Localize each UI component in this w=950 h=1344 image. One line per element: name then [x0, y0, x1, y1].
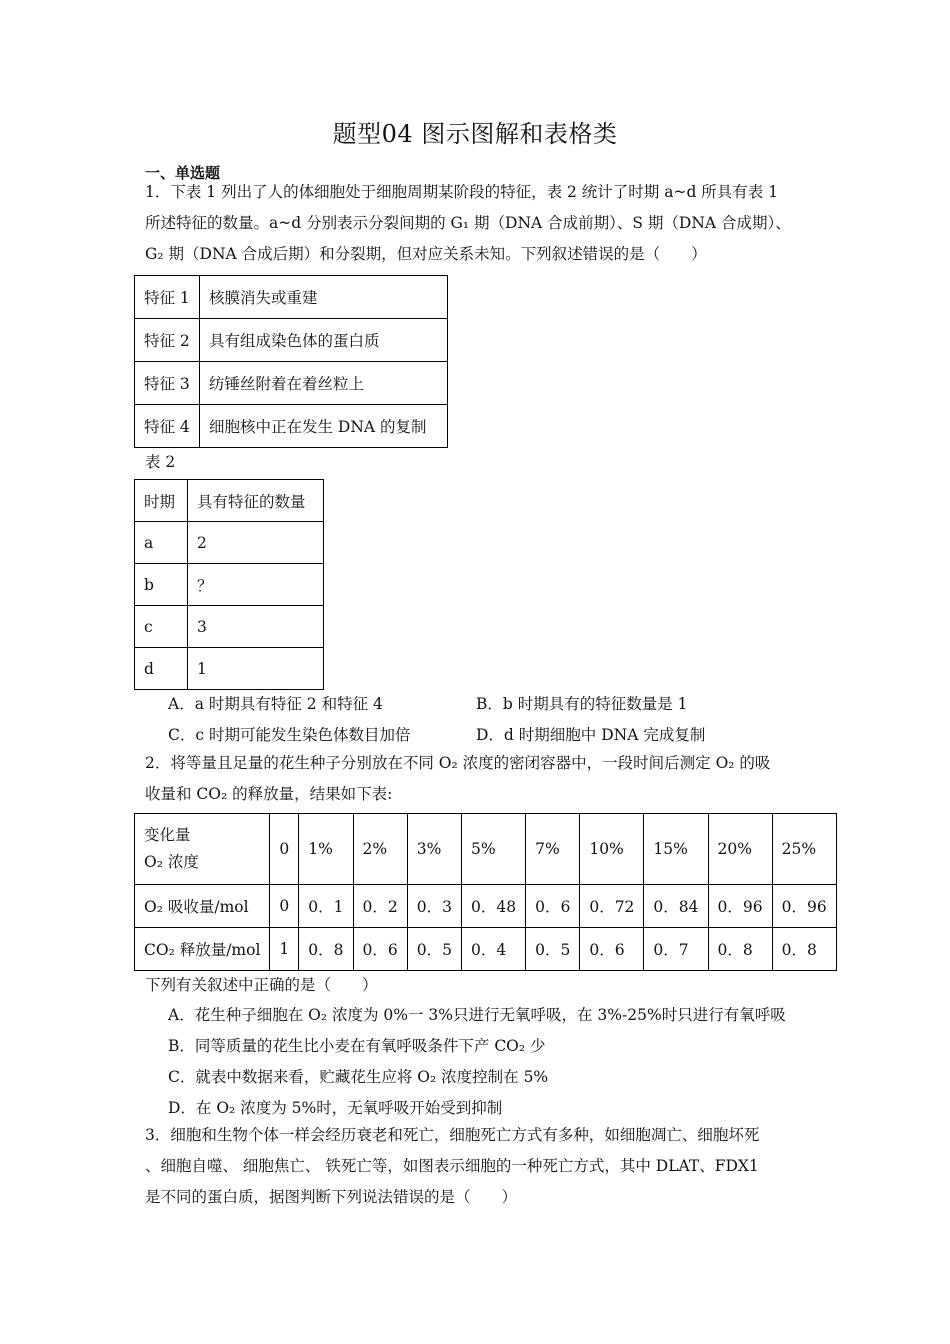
table-1-row: [135, 362, 448, 405]
co2-release-cell: 0．5: [526, 928, 580, 971]
question-2-option-a[interactable]: A．花生种子细胞在 O₂ 浓度为 0%一 3%只进行无氧呼吸，在 3%-25%时只进行有氧呼吸: [168, 1006, 786, 1024]
concentration-cell: 3%: [407, 814, 461, 885]
section-heading: 一、单选题: [145, 164, 221, 182]
co2-release-cell: 0．6: [353, 928, 407, 971]
question-2-option-c[interactable]: C．就表中数据来看，贮藏花生应将 O₂ 浓度控制在 5%: [168, 1068, 549, 1086]
concentration-cell: 0: [270, 814, 299, 885]
table-2-cell: c: [135, 606, 188, 648]
table-1-cell: 特征 3: [135, 362, 200, 405]
table-2-row: [135, 648, 324, 690]
question-2-option-b[interactable]: B．同等质量的花生比小麦在有氧呼吸条件下产 CO₂ 少: [168, 1037, 546, 1055]
co2-release-cell: 0．8: [708, 928, 772, 971]
table-2-row: [135, 522, 324, 564]
table-2-cell: a: [135, 522, 188, 564]
oxygen-uptake-cell: 0．1: [299, 885, 353, 928]
oxygen-uptake-cell: 0: [270, 885, 299, 928]
question-3-line-2: 、细胞自噬、 细胞焦亡、 铁死亡等，如图表示细胞的一种死亡方式，其中 DLAT、FDX1: [145, 1157, 759, 1175]
oxygen-uptake-cell: 0．96: [708, 885, 772, 928]
table-1-cell: 特征 1: [135, 276, 200, 319]
question-1-line-2: 所述特征的数量。a~d 分别表示分裂间期的 G₁ 期（DNA 合成前期）、S 期（DNA 合成期）、: [145, 214, 791, 232]
oxygen-uptake-cell: 0．84: [644, 885, 708, 928]
page-title: 题型04 图示图解和表格类: [332, 120, 618, 148]
table-2: [134, 479, 324, 690]
co2-release-label: CO₂ 释放量/mol: [135, 928, 270, 971]
oxygen-table: [134, 813, 837, 971]
table-1: [134, 275, 448, 448]
table-1-cell: 特征 2: [135, 319, 200, 362]
table-2-cell: 具有特征的数量: [188, 480, 324, 522]
question-1-line-3: G₂ 期（DNA 合成后期）和分裂期，但对应关系未知。下列叙述错误的是（ ）: [145, 245, 707, 263]
concentration-cell: 5%: [462, 814, 526, 885]
concentration-cell: 20%: [708, 814, 772, 885]
concentration-cell: 7%: [526, 814, 580, 885]
concentration-cell: 10%: [580, 814, 644, 885]
question-2-option-d[interactable]: D．在 O₂ 浓度为 5%时，无氧呼吸开始受到抑制: [168, 1099, 503, 1117]
oxygen-uptake-cell: 0．2: [353, 885, 407, 928]
table-2-cell: 3: [188, 606, 324, 648]
concentration-cell: 2%: [353, 814, 407, 885]
question-1-option-c[interactable]: C．c 时期可能发生染色体数目加倍: [168, 726, 411, 744]
oxygen-uptake-cell: 0．6: [526, 885, 580, 928]
table-2-cell: 时期: [135, 480, 188, 522]
co2-release-cell: 0．7: [644, 928, 708, 971]
co2-release-row: [135, 928, 837, 971]
table-2-label: 表 2: [145, 453, 176, 471]
concentration-cell: 25%: [772, 814, 836, 885]
table-2-cell: ？: [188, 564, 324, 606]
question-2-stem: [145, 748, 825, 810]
oxygen-uptake-row: [135, 885, 837, 928]
oxygen-uptake-label: O₂ 吸收量/mol: [135, 885, 270, 928]
table-1-cell: 特征 4: [135, 405, 200, 448]
oxygen-uptake-cell: 0．3: [407, 885, 461, 928]
co2-release-cell: 0．5: [407, 928, 461, 971]
co2-release-cell: 0．8: [772, 928, 836, 971]
table-2-cell: d: [135, 648, 188, 690]
question-1-option-b[interactable]: B．b 时期具有的特征数量是 1: [476, 695, 688, 713]
table-2-cell: 2: [188, 522, 324, 564]
concentration-cell: 1%: [299, 814, 353, 885]
table-2-cell: b: [135, 564, 188, 606]
question-1-stem: [145, 177, 825, 270]
table-1-cell: 纺锤丝附着在着丝粒上: [200, 362, 448, 405]
table-1-row: [135, 276, 448, 319]
oxygen-uptake-cell: 0．72: [580, 885, 644, 928]
corner-label-concentration: O₂ 浓度: [144, 853, 199, 871]
table-2-cell: 1: [188, 648, 324, 690]
co2-release-cell: 0．8: [299, 928, 353, 971]
concentration-cell: 15%: [644, 814, 708, 885]
question-1-option-d[interactable]: D．d 时期细胞中 DNA 完成复制: [476, 726, 706, 744]
question-2-prompt: 下列有关叙述中正确的是（ ）: [145, 976, 378, 994]
table-1-cell: 核膜消失或重建: [200, 276, 448, 319]
question-3-stem: [145, 1120, 825, 1213]
oxygen-table-header-row: [135, 814, 837, 885]
table-2-row: [135, 564, 324, 606]
co2-release-cell: 0．4: [462, 928, 526, 971]
question-3-line-3: 是不同的蛋白质，据图判断下列说法错误的是（ ）: [145, 1188, 518, 1206]
table-1-row: [135, 405, 448, 448]
co2-release-cell: 1: [270, 928, 299, 971]
table-2-row: [135, 480, 324, 522]
question-2-line-1: 2．将等量且足量的花生种子分别放在不同 O₂ 浓度的密闭容器中，一段时间后测定 O₂ 的吸: [145, 754, 771, 772]
table-1-cell: 细胞核中正在发生 DNA 的复制: [200, 405, 448, 448]
oxygen-uptake-cell: 0．48: [462, 885, 526, 928]
table-2-row: [135, 606, 324, 648]
table-1-cell: 具有组成染色体的蛋白质: [200, 319, 448, 362]
question-2-line-2: 收量和 CO₂ 的释放量，结果如下表:: [145, 785, 393, 803]
co2-release-cell: 0．6: [580, 928, 644, 971]
oxygen-uptake-cell: 0．96: [772, 885, 836, 928]
question-3-line-1: 3．细胞和生物个体一样会经历衰老和死亡，细胞死亡方式有多种，如细胞凋亡、细胞坏死: [145, 1126, 760, 1144]
table-1-row: [135, 319, 448, 362]
oxygen-table-corner-cell: [135, 814, 270, 885]
question-1-option-a[interactable]: A．a 时期具有特征 2 和特征 4: [168, 695, 383, 713]
corner-label-change: 变化量: [144, 826, 191, 844]
question-1-line-1: 1．下表 1 列出了人的体细胞处于细胞周期某阶段的特征，表 2 统计了时期 a~d 所具有表 1: [145, 183, 779, 201]
